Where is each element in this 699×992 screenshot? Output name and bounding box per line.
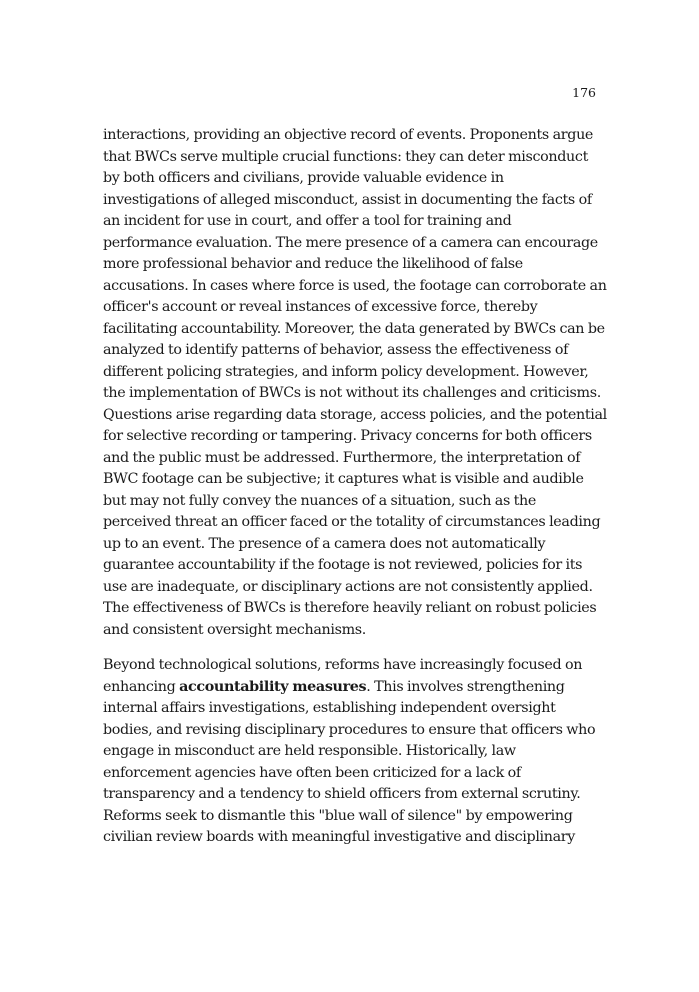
text-line: civilian review boards with meaningful investigative and disciplinary <box>103 829 576 845</box>
text-line: that BWCs serve multiple crucial functions: they can deter misconduct <box>103 148 588 165</box>
text-line: Questions arise regarding data storage, access policies, and the potential <box>103 406 607 423</box>
text-line: an incident for use in court, and offer a tool for training and <box>103 213 512 229</box>
text-run: . This involves strengthening <box>366 678 565 695</box>
text-line: performance evaluation. The mere presence of a camera can encourage <box>103 234 598 251</box>
text-line: by both officers and civilians, provide valuable evidence in <box>103 170 504 186</box>
text-run: enhancing <box>103 678 180 695</box>
text-line: but may not fully convey the nuances of a situation, such as the <box>103 492 537 509</box>
text-line: and the public must be addressed. Furthermore, the interpretation of <box>103 449 581 466</box>
text-line: bodies, and revising disciplinary procedures to ensure that officers who <box>103 721 596 738</box>
text-line: transparency and a tendency to shield officers from external scrutiny. <box>103 786 581 802</box>
text-line: Beyond technological solutions, reforms have increasingly focused on <box>103 657 583 673</box>
text-line: guarantee accountability if the footage is not reviewed, policies for its <box>103 557 583 573</box>
text-line: officer's account or reveal instances of excessive force, thereby <box>103 299 538 315</box>
text-line: engage in misconduct are held responsible. Historically, law <box>103 743 516 759</box>
text-line: facilitating accountability. Moreover, the data generated by BWCs can be <box>103 320 605 337</box>
text-line: for selective recording or tampering. Privacy concerns for both officers <box>103 428 592 444</box>
text-line: enforcement agencies have often been criticized for a lack of <box>103 764 521 781</box>
text-line: The effectiveness of BWCs is therefore heavily reliant on robust policies <box>103 600 597 616</box>
text-line: Reforms seek to dismantle this "blue wall of silence" by empowering <box>103 807 573 824</box>
text-line: analyzed to identify patterns of behavior, assess the effectiveness of <box>103 342 569 358</box>
bold-term-accountability-measures: accountability measures <box>179 678 367 695</box>
paragraph-accountability-measures <box>103 655 603 849</box>
text-line: use are inadequate, or disciplinary actions are not consistently applied. <box>103 578 593 595</box>
text-line: and consistent oversight mechanisms. <box>103 621 366 638</box>
text-line: accusations. In cases where force is used, the footage can corroborate an <box>103 277 607 294</box>
text-line: investigations of alleged misconduct, assist in documenting the facts of <box>103 191 592 208</box>
paragraph-body-worn-cameras <box>103 125 607 641</box>
text-line: different policing strategies, and inform policy development. However, <box>103 363 589 380</box>
text-line <box>103 677 603 699</box>
page-number: 176 <box>572 85 596 100</box>
text-line: more professional behavior and reduce the likelihood of false <box>103 256 523 272</box>
text-line: perceived threat an officer faced or the totality of circumstances leading <box>103 514 601 530</box>
text-line: internal affairs investigations, establishing independent oversight <box>103 700 556 716</box>
text-line: the implementation of BWCs is not without its challenges and criticisms. <box>103 385 601 401</box>
text-line: interactions, providing an objective record of events. Proponents argue <box>103 127 594 143</box>
text-line: up to an event. The presence of a camera does not automatically <box>103 535 546 552</box>
text-line: BWC footage can be subjective; it captures what is visible and audible <box>103 471 584 487</box>
